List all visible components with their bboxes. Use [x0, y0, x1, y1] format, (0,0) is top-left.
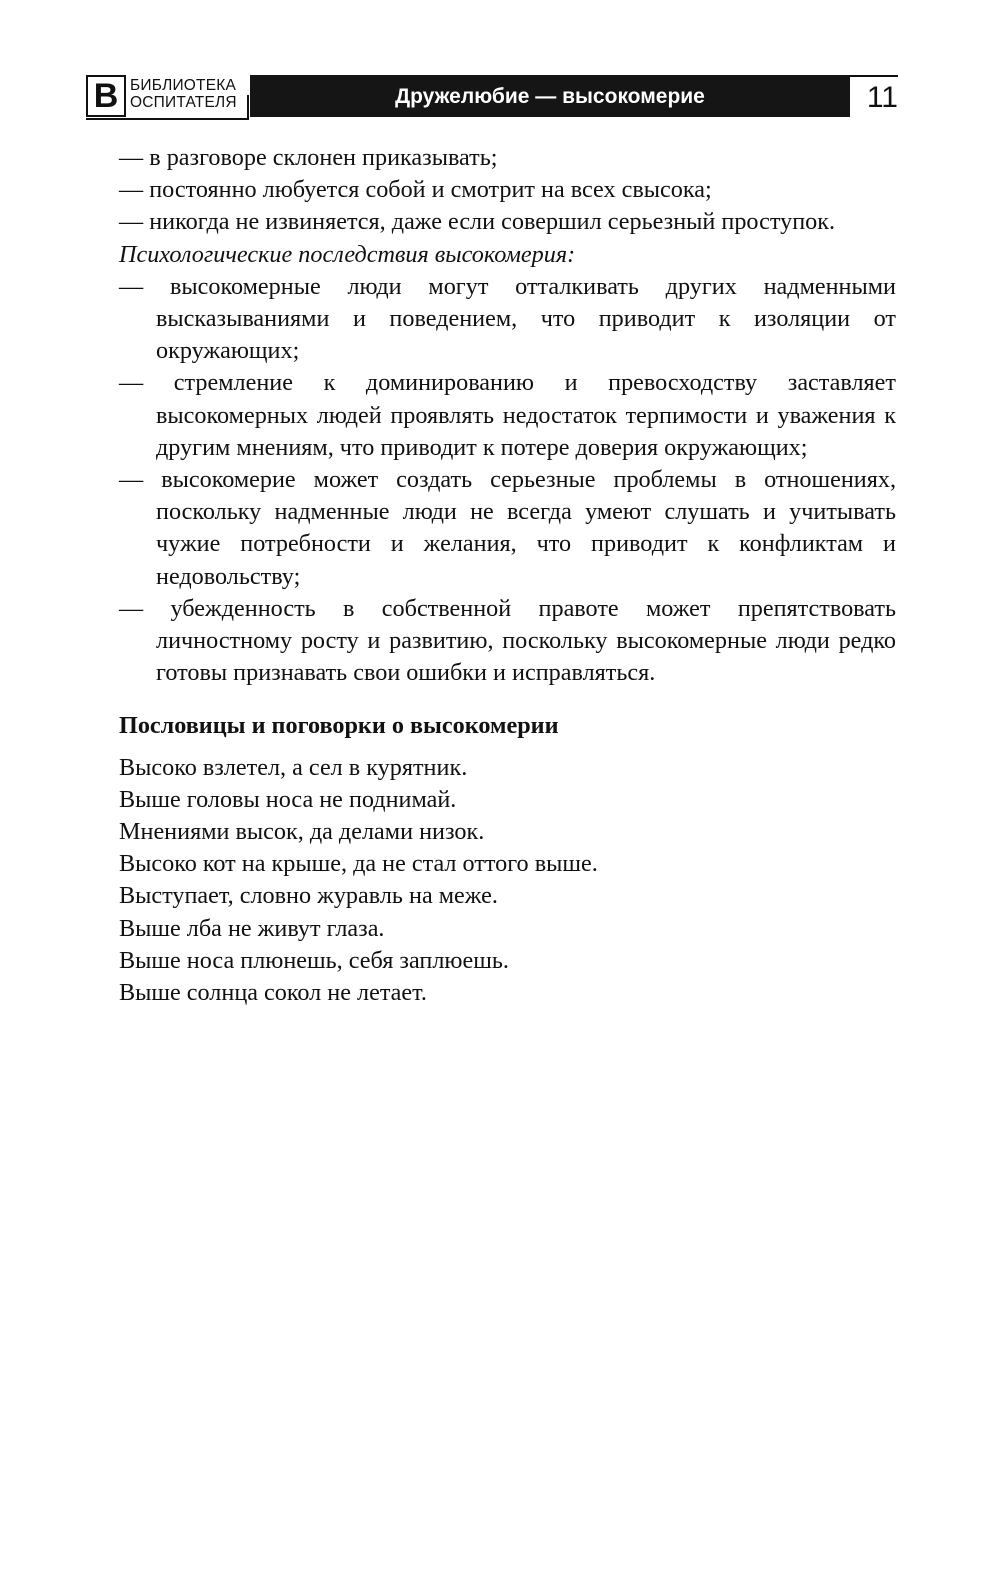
list-item: — высокомерные люди могут отталкивать других надменными высказываниями и поведением, что приводит к изоляции от окружающих; [119, 271, 896, 368]
proverb-line: Мнениями высок, да делами низок. [119, 818, 485, 846]
page-number: 11 [866, 81, 898, 114]
proverb-line: Выше солнца сокол не летает. [119, 979, 427, 1007]
logo-vertical-rule [247, 95, 249, 120]
list-item: — в разговоре склонен приказывать; [119, 142, 896, 174]
consequences-heading: Психологические последствия высокомерия: [119, 240, 576, 268]
list-item: — убежденность в собственной правоте может препятствовать личностному росту и развитию, поскольку высокомерные люди редко готовы признавать свои ошибки и исправляться. [119, 593, 896, 690]
proverbs-heading: Пословицы и поговорки о высокомерии [119, 712, 559, 740]
series-logo-line1: БИБЛИОТЕКА [130, 77, 237, 94]
proverb-line: Высоко взлетел, а сел в курятник. [119, 753, 468, 781]
series-logo-line2: ОСПИТАТЕЛЯ [130, 94, 237, 111]
proverb-line: Выступает, словно журавль на меже. [119, 882, 498, 910]
running-title: Дружелюбие — высокомерие [395, 85, 705, 108]
series-logo-letter: В [86, 75, 126, 117]
list-item: — постоянно любуется собой и смотрит на всех свысока; [119, 174, 896, 206]
proverb-line: Высоко кот на крыше, да не стал оттого выше. [119, 850, 598, 878]
page-header [86, 75, 898, 121]
page-number-rule [850, 75, 898, 77]
list-item: — высокомерие может создать серьезные проблемы в отношениях, поскольку надменные люди не всегда умеют слушать и учитывать чужие потребности и желания, что приводит к конфликтам и недовольству; [119, 464, 896, 593]
proverb-line: Выше лба не живут глаза. [119, 914, 385, 942]
list-item: — никогда не извиняется, даже если совершил серьезный проступок. [119, 206, 896, 238]
list-item: — стремление к доминированию и превосходству заставляет высокомерных людей проявлять недостаток терпимости и уважения к другим мнениям, что приводит к потере доверия окружающих; [119, 367, 896, 464]
logo-underline-rule [86, 118, 249, 120]
proverb-line: Выше головы носа не поднимай. [119, 785, 457, 813]
proverb-line: Выше носа плюнешь, себя заплюешь. [119, 946, 509, 974]
page-body [119, 142, 896, 1009]
series-logo-text [130, 77, 237, 111]
